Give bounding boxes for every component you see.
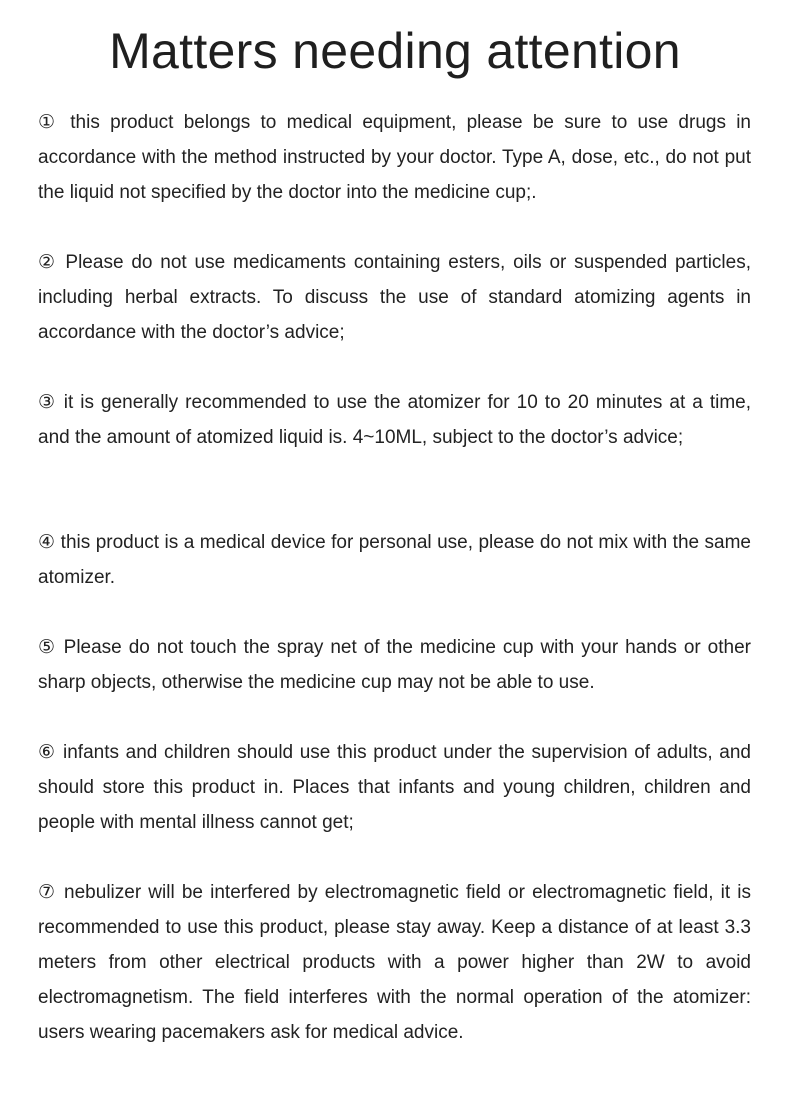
notice-item-5: ⑤ Please do not touch the spray net of the medicine cup with your hands or other sharp objects, otherwise the medicine cup may not be able to use. — [38, 637, 751, 693]
notice-item-1: ① this product belongs to medical equipment, please be sure to use drugs in accordance with the method instructed by your doctor. Type A, dose, etc., do not put the liquid not specified by the doctor into the medicine cup;. — [38, 112, 751, 203]
notice-item-7: ⑦ nebulizer will be interfered by electromagnetic field or electromagnetic field, it is recommended to use this product, please stay away. Keep a distance of at least 3.3 meters from other electrical products with a power higher than 2W to avoid electromagnetism. The field interferes with the normal operation of the atomizer: users wearing pacemakers ask for medical advice. — [38, 882, 751, 1043]
notice-item-6: ⑥ infants and children should use this product under the supervision of adults, and should store this product in. Places that infants and young children, children and people with mental illness cannot get; — [38, 742, 751, 833]
notice-item-2: ② Please do not use medicaments containing esters, oils or suspended particles, including herbal extracts. To discuss the use of standard atomizing agents in accordance with the doctor’s advice; — [38, 252, 751, 343]
notice-item-4: ④ this product is a medical device for personal use, please do not mix with the same atomizer. — [38, 532, 751, 588]
page-title: Matters needing attention — [109, 23, 681, 79]
notice-item-3: ③ it is generally recommended to use the atomizer for 10 to 20 minutes at a time, and the amount of atomized liquid is. 4~10ML, subject to the doctor’s advice; — [38, 392, 751, 448]
